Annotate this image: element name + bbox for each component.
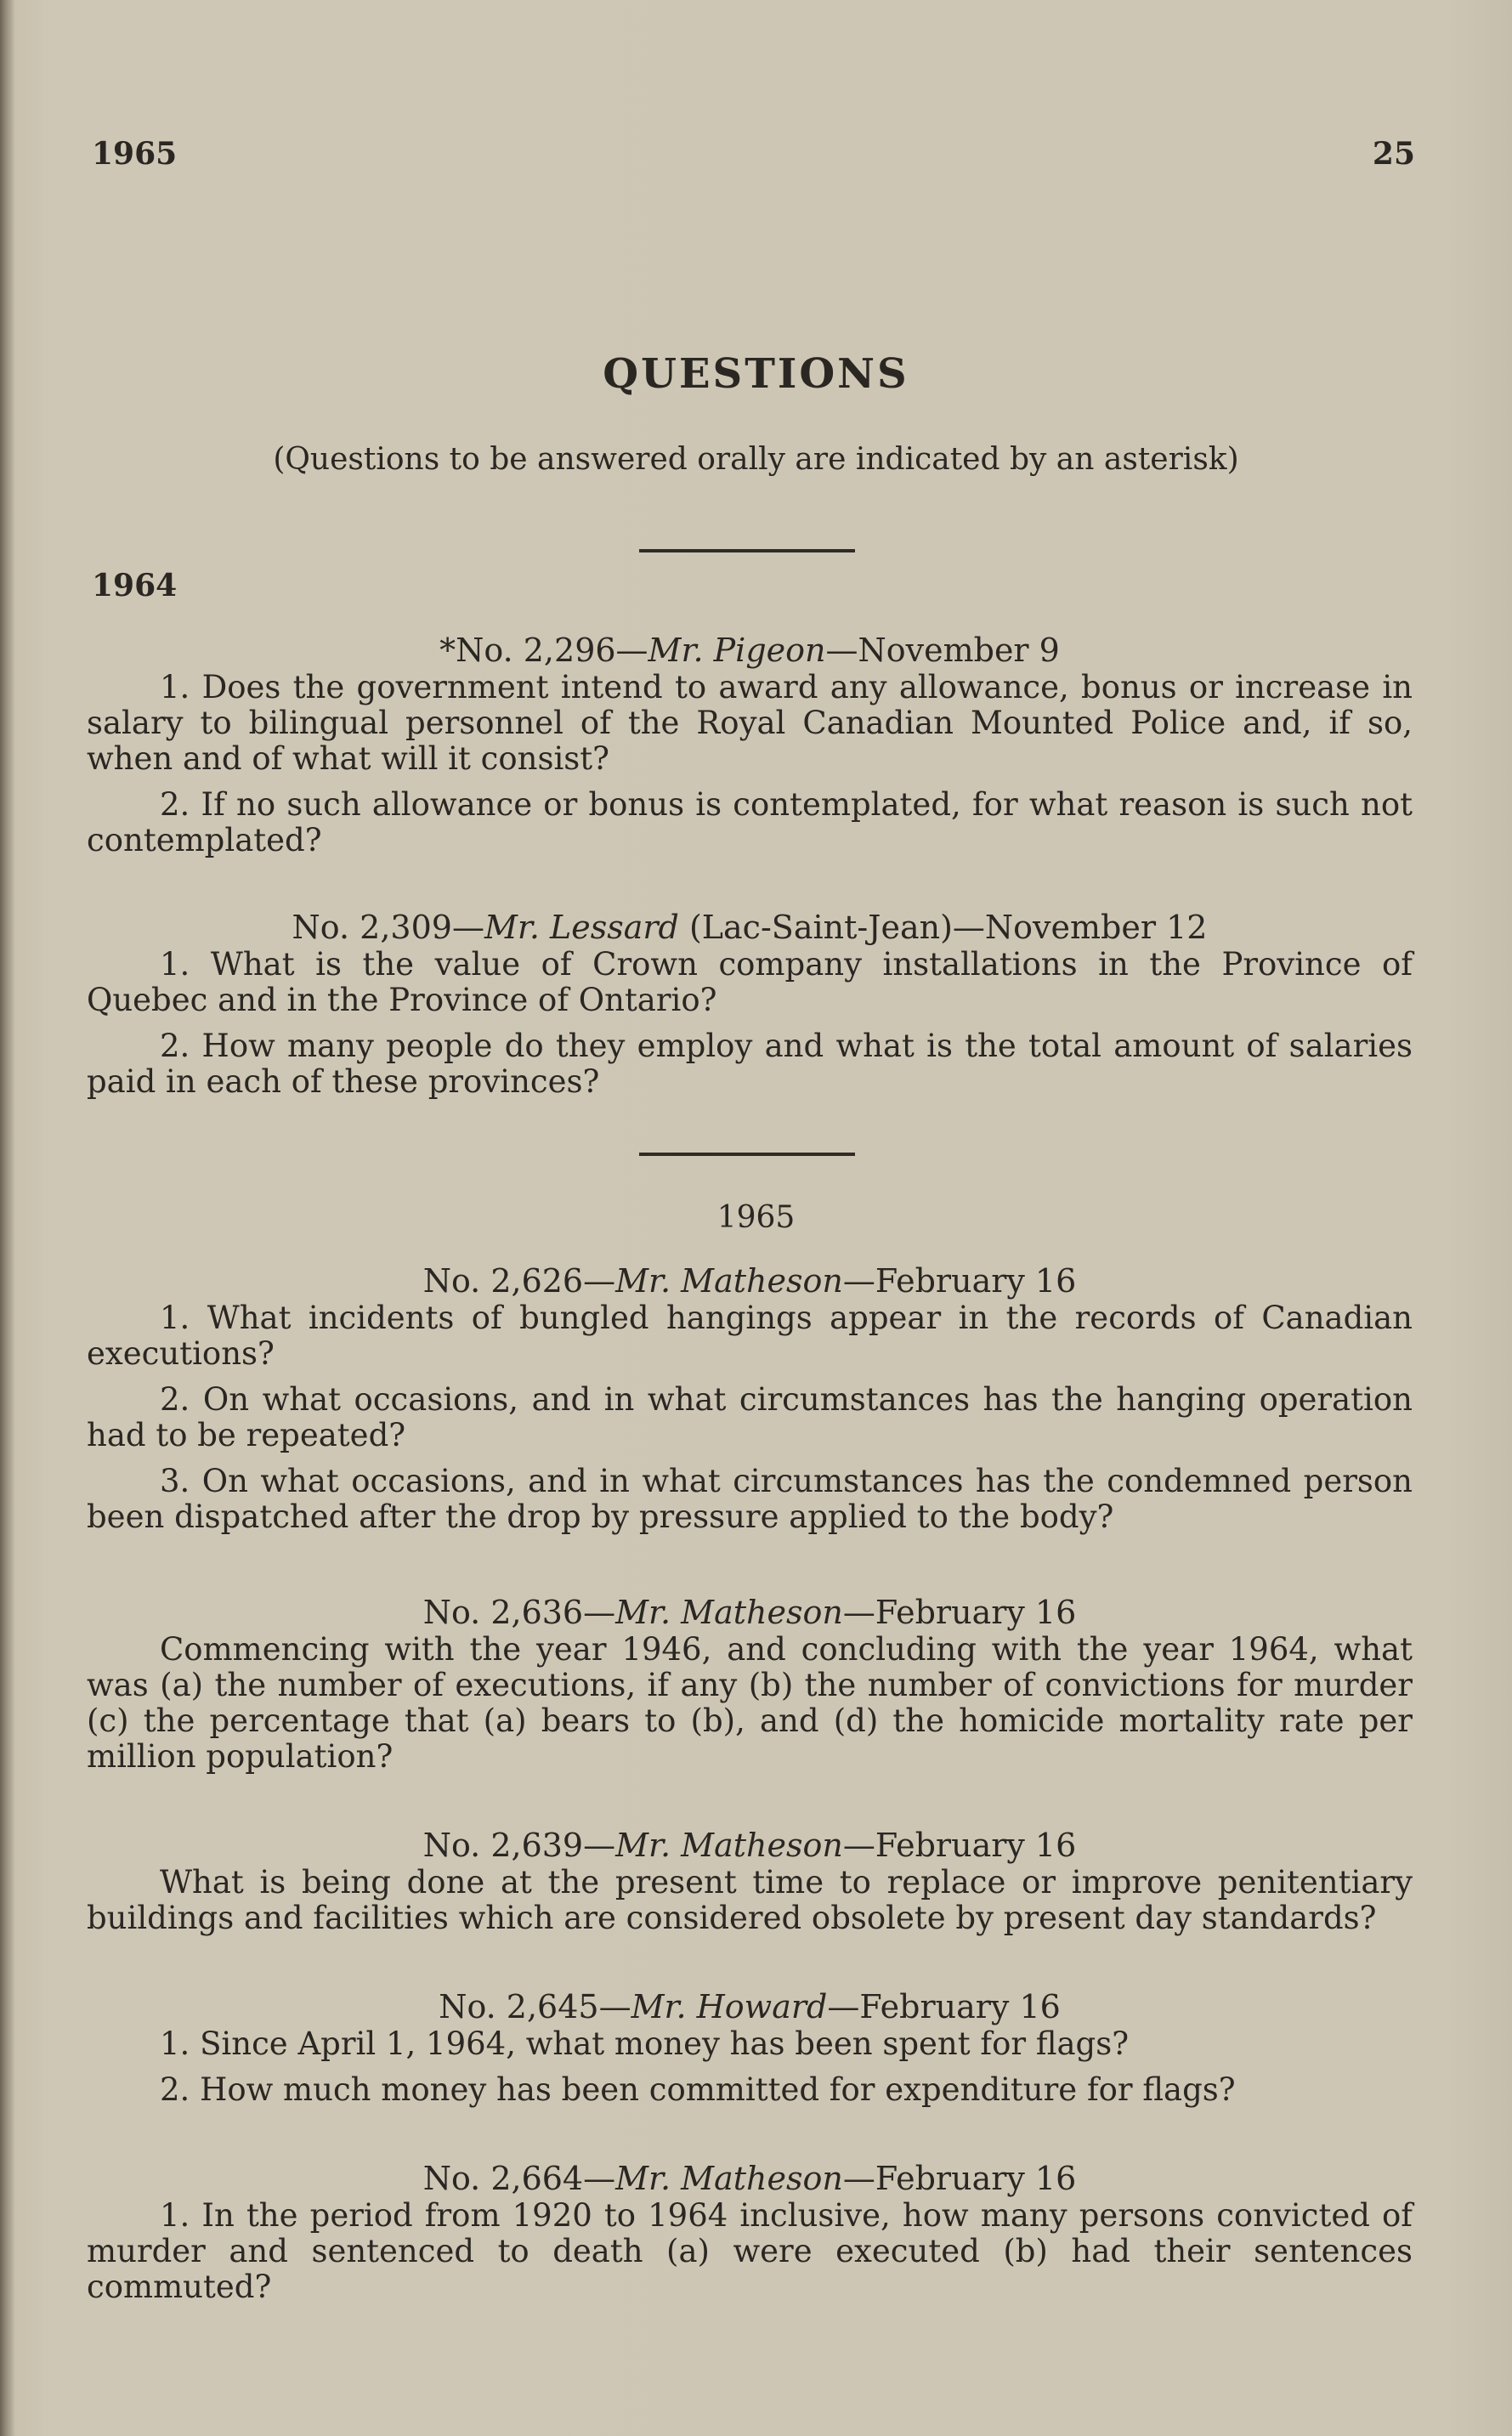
question-paragraph: 1. What incidents of bungled hangings appear in the records of Canadian executions? — [87, 1300, 1413, 1372]
running-head-year: 1965 — [92, 136, 178, 172]
question-paragraph: 2. If no such allowance or bonus is contemplated, for what reason is such not contemplated? — [87, 786, 1413, 858]
question-2309 — [87, 908, 1413, 1110]
question-paragraph: 2. On what occasions, and in what circumstances has the hanging operation had to be repeated? — [87, 1381, 1413, 1453]
question-number: No. 2,664— — [422, 2160, 616, 2197]
question-number: No. 2,645— — [439, 1988, 631, 2025]
question-date: —February 16 — [842, 1594, 1077, 1631]
question-2296 — [87, 631, 1413, 869]
question-2664 — [87, 2159, 1413, 2315]
question-heading — [87, 1987, 1413, 2026]
question-heading — [87, 908, 1413, 947]
question-paragraph: What is being done at the present time to replace or improve penitentiary buildings and facilities which are considered obsolete by present day standards? — [87, 1864, 1413, 1936]
question-date: —February 16 — [842, 1262, 1077, 1300]
member-name: Mr. Lessard — [484, 909, 679, 946]
member-name: Mr. Pigeon — [648, 632, 826, 669]
question-paragraph: 1. Since April 1, 1964, what money has been spent for flags? — [160, 2025, 1130, 2062]
question-paragraph: Commencing with the year 1946, and concluding with the year 1964, what was (a) the number of executions, if any (b) the number of convictions for murder (c) the percentage that (a) bears to (b), and (d) the homicide mortality rate per million population? — [87, 1631, 1413, 1775]
member-name: Mr. Matheson — [615, 1827, 843, 1864]
divider-rule — [639, 1153, 855, 1156]
question-date: —February 16 — [827, 1988, 1061, 2025]
section-year-1965: 1965 — [716, 1200, 796, 1235]
member-name: Mr. Howard — [631, 1988, 828, 2025]
question-number: No. 2,309— — [292, 909, 484, 946]
question-paragraph: 3. On what occasions, and in what circumstances has the condemned person been dispatched after the drop by pressure applied to the body? — [87, 1463, 1413, 1535]
question-date: —November 12 — [952, 909, 1208, 946]
question-2639 — [87, 1826, 1413, 1946]
question-2626 — [87, 1261, 1413, 1545]
page-number: 25 — [1372, 136, 1415, 172]
question-paragraph: 1. Does the government intend to award any allowance, bonus or increase in salary to bilingual personnel of the Royal Canadian Mounted Police and, if so, when and of what will it consist? — [87, 669, 1413, 777]
question-number: No. 2,639— — [422, 1827, 616, 1864]
question-date: —February 16 — [842, 1827, 1077, 1864]
question-heading — [87, 1593, 1413, 1632]
question-paragraph: 1. What is the value of Crown company installations in the Province of Quebec and in the Province of Ontario? — [87, 946, 1413, 1018]
page-title: QUESTIONS — [603, 350, 909, 398]
question-2645 — [87, 1987, 1413, 2118]
question-paragraph: 1. In the period from 1920 to 1964 inclusive, how many persons convicted of murder and sentenced to death (a) were executed (b) had their sentences commuted? — [87, 2197, 1413, 2305]
section-year-1964: 1964 — [92, 568, 178, 603]
member-name: Mr. Matheson — [615, 2160, 843, 2197]
member-name: Mr. Matheson — [615, 1594, 843, 1631]
question-paragraph: 2. How much money has been committed for expenditure for flags? — [160, 2071, 1236, 2108]
divider-rule — [639, 549, 855, 552]
question-heading — [87, 2159, 1413, 2198]
question-paragraph: 2. How many people do they employ and what is the total amount of salaries paid in each of these provinces? — [87, 1028, 1413, 1100]
question-heading — [87, 1261, 1413, 1300]
member-name: Mr. Matheson — [615, 1262, 843, 1300]
question-heading — [87, 1826, 1413, 1865]
question-2636 — [87, 1593, 1413, 1785]
question-date: —November 9 — [825, 632, 1060, 669]
question-date: —February 16 — [842, 2160, 1077, 2197]
riding: (Lac-Saint-Jean) — [678, 909, 953, 946]
page-subtitle: (Questions to be answered orally are indicated by an asterisk) — [273, 442, 1239, 477]
question-number: No. 2,636— — [422, 1594, 616, 1631]
question-number: *No. 2,296— — [439, 632, 648, 669]
question-heading — [87, 631, 1413, 670]
question-number: No. 2,626— — [422, 1262, 616, 1300]
